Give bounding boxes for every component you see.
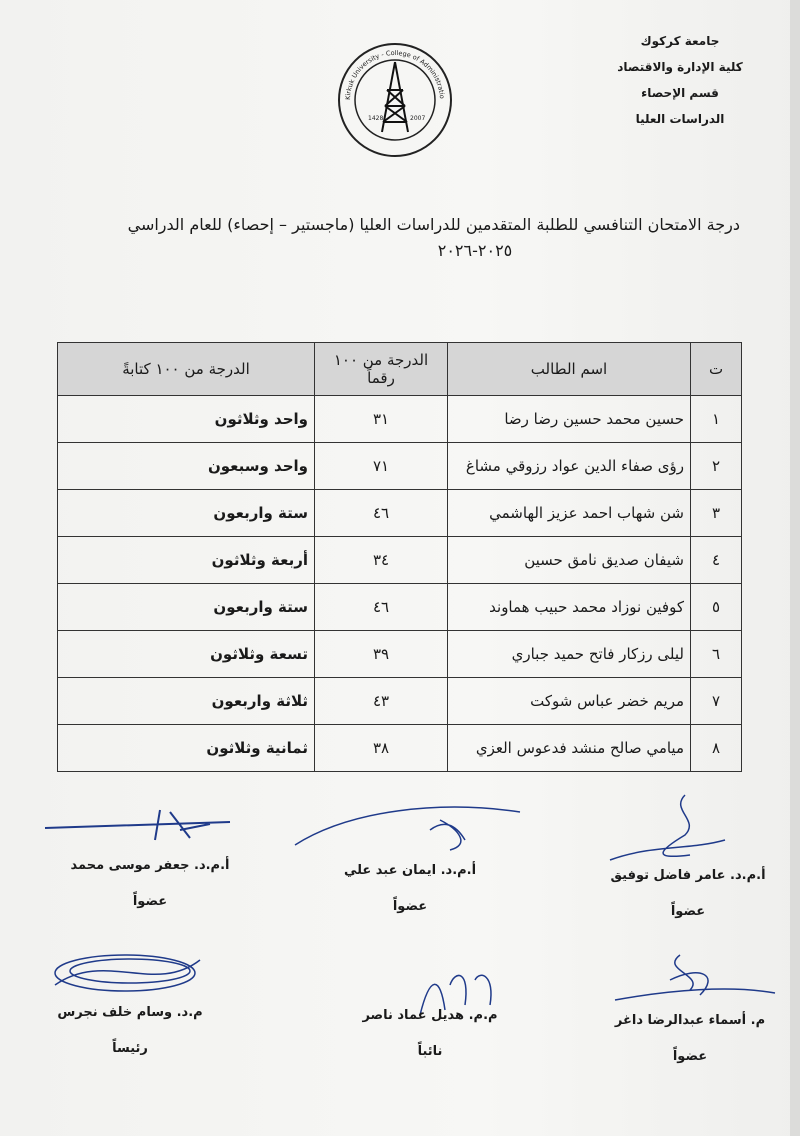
committee-member bbox=[45, 995, 215, 1067]
row-grade-digits: ٤٦ bbox=[315, 490, 448, 537]
department-name: قسم الإحصاء bbox=[641, 86, 719, 100]
row-student-name: حسين محمد حسين رضا رضا bbox=[448, 396, 691, 443]
table-row bbox=[58, 396, 742, 443]
header-index: ت bbox=[691, 343, 742, 396]
row-index: ٨ bbox=[691, 725, 742, 772]
header-grade-digits: الدرجة من ١٠٠ رقماً bbox=[315, 343, 448, 396]
signature-scrawl-2 bbox=[290, 800, 530, 860]
row-grade-words: ستة واربعون bbox=[58, 584, 315, 631]
college-logo bbox=[330, 40, 460, 160]
table-row bbox=[58, 725, 742, 772]
row-index: ٥ bbox=[691, 584, 742, 631]
title-line-1: درجة الامتحان التنافسي للطلبة المتقدمين للدراسات العليا (ماجستير – إحصاء) للعام الدراسي bbox=[127, 215, 740, 234]
row-index: ٢ bbox=[691, 443, 742, 490]
row-grade-words: ثمانية وثلاثون bbox=[58, 725, 315, 772]
row-grade-digits: ٣٨ bbox=[315, 725, 448, 772]
row-grade-digits: ٣٩ bbox=[315, 631, 448, 678]
row-student-name: ليلى رزكار فاتح حميد جباري bbox=[448, 631, 691, 678]
member-name: م.د. وسام خلف نجرس bbox=[57, 1005, 203, 1020]
title-year: ٢٠٢٥-٢٠٢٦ bbox=[437, 241, 513, 260]
member-name: م.م. هديل عماد ناصر bbox=[362, 1008, 498, 1023]
row-index: ٧ bbox=[691, 678, 742, 725]
logo-ring-text: Kirkuk University - College of Administratio bbox=[343, 48, 447, 101]
member-name: أ.م.د. ايمان عبد علي bbox=[343, 863, 477, 878]
committee-member bbox=[600, 1003, 780, 1075]
row-grade-words: واحد وثلاثون bbox=[58, 396, 315, 443]
committee-member bbox=[320, 853, 500, 925]
row-grade-words: واحد وسبعون bbox=[58, 443, 315, 490]
row-student-name: ميامي صالح منشد فدعوس العزي bbox=[448, 725, 691, 772]
committee-member bbox=[345, 998, 515, 1070]
row-grade-digits: ٧١ bbox=[315, 443, 448, 490]
table-row bbox=[58, 537, 742, 584]
row-index: ١ bbox=[691, 396, 742, 443]
institution-header bbox=[600, 28, 760, 132]
grades-table bbox=[57, 342, 742, 772]
row-student-name: كوفين نوزاد محمد حبيب هماوند bbox=[448, 584, 691, 631]
committee-member bbox=[598, 858, 778, 930]
row-grade-digits: ٣١ bbox=[315, 396, 448, 443]
committee-member bbox=[60, 848, 240, 920]
table-row bbox=[58, 678, 742, 725]
member-role: عضواً bbox=[132, 894, 168, 909]
row-grade-words: ستة واربعون bbox=[58, 490, 315, 537]
member-name: أ.م.د. جعفر موسى محمد bbox=[70, 858, 230, 873]
table-row bbox=[58, 443, 742, 490]
member-role: عضواً bbox=[672, 1049, 708, 1064]
row-grade-digits: ٣٤ bbox=[315, 537, 448, 584]
row-student-name: شيفان صديق نامق حسين bbox=[448, 537, 691, 584]
member-role: عضواً bbox=[392, 899, 428, 914]
row-grade-words: أربعة وثلاثون bbox=[58, 537, 315, 584]
header-student-name: اسم الطالب bbox=[448, 343, 691, 396]
row-grade-digits: ٤٣ bbox=[315, 678, 448, 725]
header-grade-words: الدرجة من ١٠٠ كتابةً bbox=[58, 343, 315, 396]
college-name: كلية الإدارة والاقتصاد bbox=[617, 60, 743, 74]
row-index: ٦ bbox=[691, 631, 742, 678]
row-student-name: شن شهاب احمد عزيز الهاشمي bbox=[448, 490, 691, 537]
table-row bbox=[58, 490, 742, 537]
member-role: عضواً bbox=[670, 904, 706, 919]
member-role: نائباً bbox=[417, 1044, 443, 1059]
row-student-name: مريم خضر عباس شوكت bbox=[448, 678, 691, 725]
signature-scrawl-1 bbox=[40, 800, 240, 850]
page-edge bbox=[790, 0, 800, 1136]
row-student-name: رؤى صفاء الدين عواد رزوقي مشاغ bbox=[448, 443, 691, 490]
member-name: أ.م.د. عامر فاضل توفيق bbox=[610, 868, 766, 883]
table-row bbox=[58, 584, 742, 631]
document-title bbox=[60, 212, 740, 264]
table-row bbox=[58, 631, 742, 678]
row-index: ٣ bbox=[691, 490, 742, 537]
member-name: م. أسماء عبدالرضا داغر bbox=[614, 1013, 766, 1028]
university-name: جامعة كركوك bbox=[640, 34, 720, 48]
row-index: ٤ bbox=[691, 537, 742, 584]
row-grade-words: تسعة وثلاثون bbox=[58, 631, 315, 678]
row-grade-digits: ٤٦ bbox=[315, 584, 448, 631]
table-header-row bbox=[58, 343, 742, 396]
logo-year-right: 2007 bbox=[410, 115, 426, 122]
signature-scrawl-6 bbox=[610, 945, 780, 1005]
row-grade-words: ثلاثة واربعون bbox=[58, 678, 315, 725]
member-role: رئيساً bbox=[112, 1041, 148, 1056]
studies-name: الدراسات العليا bbox=[635, 112, 725, 126]
logo-year-left: 1428 bbox=[368, 115, 384, 122]
